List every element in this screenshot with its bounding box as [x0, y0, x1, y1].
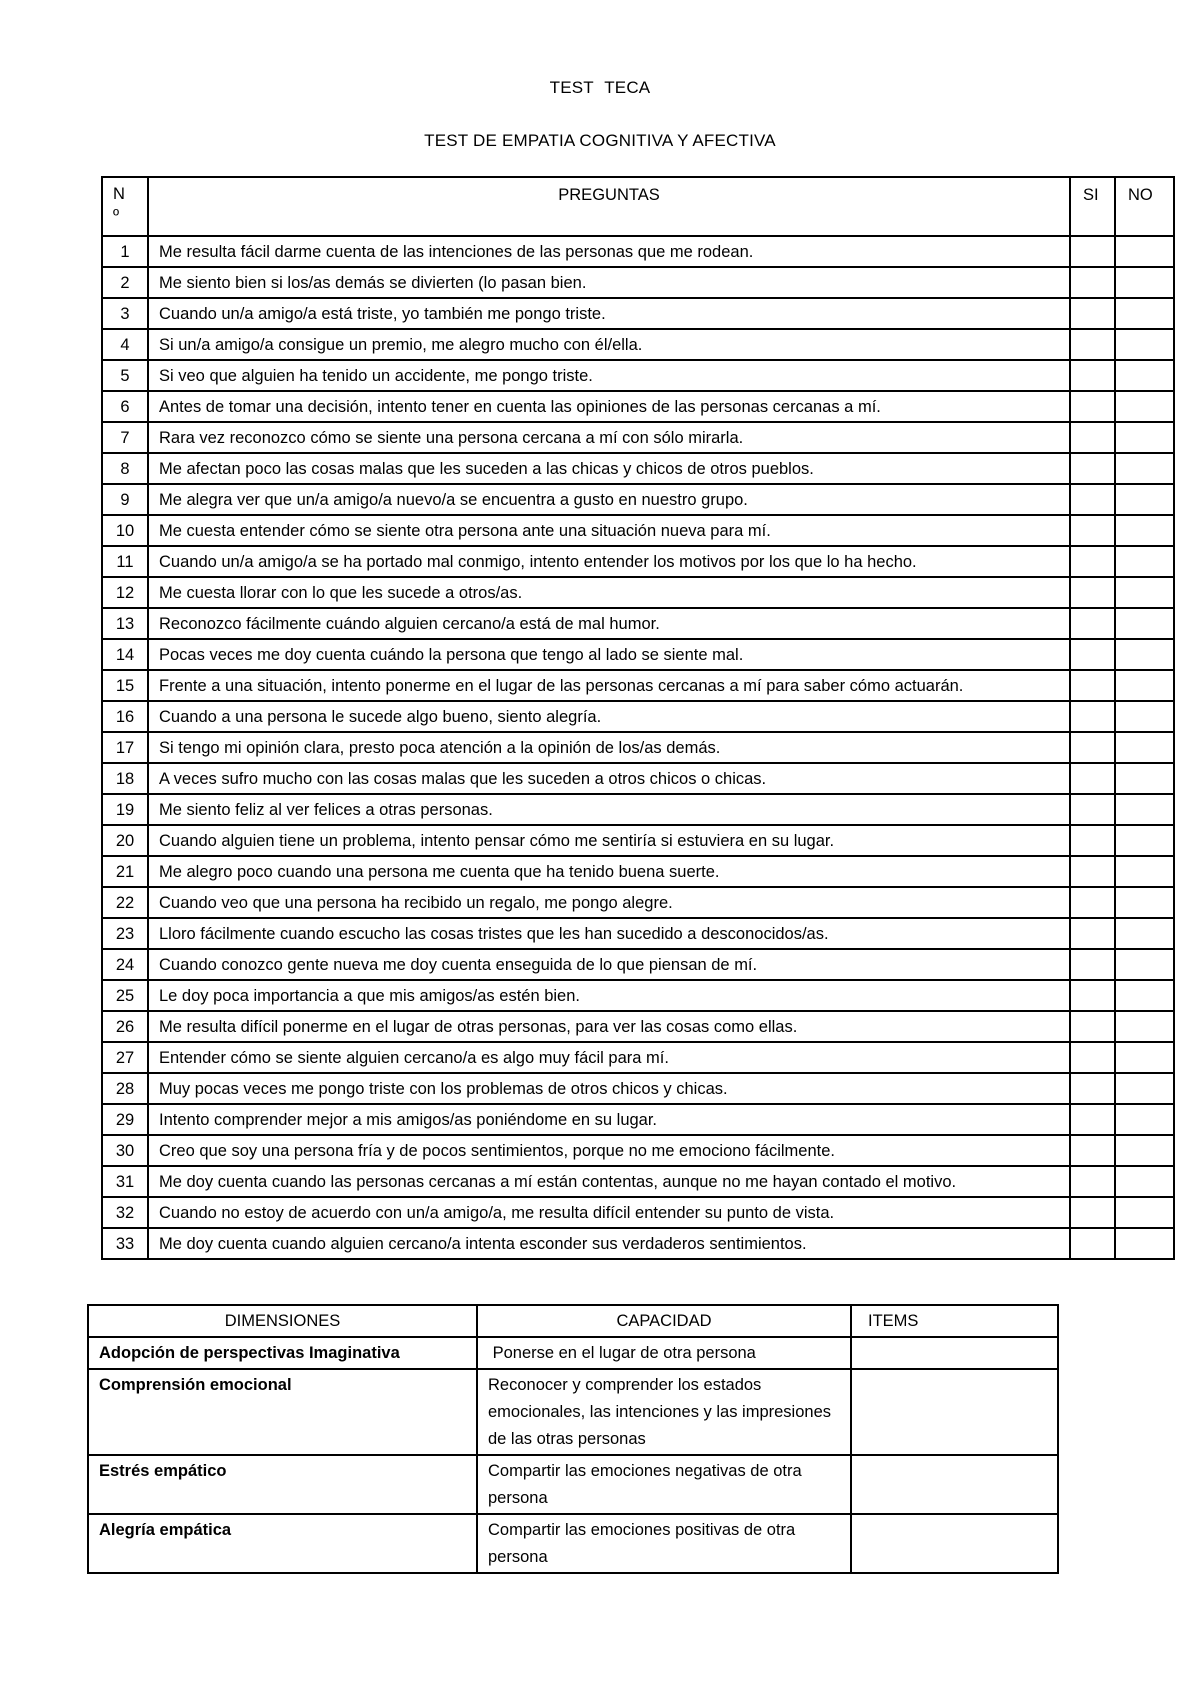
answer-no-cell[interactable] [1115, 918, 1174, 949]
dimensions-table [87, 1304, 1059, 1574]
question-text: Cuando un/a amigo/a está triste, yo también me pongo triste. [148, 298, 1070, 329]
dimension-items-cell[interactable] [851, 1514, 1058, 1573]
answer-si-cell[interactable] [1070, 856, 1115, 887]
question-text: Me resulta difícil ponerme en el lugar de otras personas, para ver las cosas como ellas. [148, 1011, 1070, 1042]
question-row [102, 1104, 1174, 1135]
answer-no-cell[interactable] [1115, 1197, 1174, 1228]
answer-si-cell[interactable] [1070, 1073, 1115, 1104]
dimension-items-cell[interactable] [851, 1337, 1058, 1369]
answer-no-cell[interactable] [1115, 484, 1174, 515]
answer-no-cell[interactable] [1115, 1228, 1174, 1259]
answer-no-cell[interactable] [1115, 608, 1174, 639]
question-number: 27 [102, 1042, 148, 1073]
question-number: 16 [102, 701, 148, 732]
answer-si-cell[interactable] [1070, 980, 1115, 1011]
answer-si-cell[interactable] [1070, 298, 1115, 329]
question-row [102, 980, 1174, 1011]
question-text: Me alegra ver que un/a amigo/a nuevo/a se encuentra a gusto en nuestro grupo. [148, 484, 1070, 515]
answer-si-cell[interactable] [1070, 267, 1115, 298]
dimension-row [88, 1455, 1058, 1514]
question-number: 13 [102, 608, 148, 639]
question-row [102, 1042, 1174, 1073]
question-number: 26 [102, 1011, 148, 1042]
column-header-items: ITEMS [851, 1305, 1058, 1337]
dimension-capacity: Reconocer y comprender los estados emocionales, las intenciones y las impresiones de las otras personas [477, 1369, 851, 1455]
answer-si-cell[interactable] [1070, 887, 1115, 918]
question-row [102, 1166, 1174, 1197]
answer-no-cell[interactable] [1115, 825, 1174, 856]
answer-si-cell[interactable] [1070, 236, 1115, 267]
answer-no-cell[interactable] [1115, 453, 1174, 484]
answer-no-cell[interactable] [1115, 329, 1174, 360]
question-text: Me doy cuenta cuando alguien cercano/a intenta esconder sus verdaderos sentimientos. [148, 1228, 1070, 1259]
question-number: 19 [102, 794, 148, 825]
answer-no-cell[interactable] [1115, 949, 1174, 980]
question-row [102, 701, 1174, 732]
answer-si-cell[interactable] [1070, 577, 1115, 608]
question-number: 12 [102, 577, 148, 608]
question-number: 15 [102, 670, 148, 701]
question-text: Me cuesta llorar con lo que les sucede a otros/as. [148, 577, 1070, 608]
column-header-no: NO [1115, 177, 1174, 236]
answer-no-cell[interactable] [1115, 732, 1174, 763]
question-row [102, 391, 1174, 422]
dimension-row [88, 1514, 1058, 1573]
column-header-capacity: CAPACIDAD [477, 1305, 851, 1337]
answer-no-cell[interactable] [1115, 670, 1174, 701]
questions-header-row [102, 177, 1174, 236]
question-text: A veces sufro mucho con las cosas malas que les suceden a otros chicos o chicas. [148, 763, 1070, 794]
question-row [102, 1197, 1174, 1228]
document-title: TEST TECA [549, 78, 651, 97]
question-text: Intento comprender mejor a mis amigos/as poniéndome en su lugar. [148, 1104, 1070, 1135]
question-text: Me siento bien si los/as demás se divierten (lo pasan bien. [148, 267, 1070, 298]
question-text: Creo que soy una persona fría y de pocos sentimientos, porque no me emociono fácilmente. [148, 1135, 1070, 1166]
answer-si-cell[interactable] [1070, 1011, 1115, 1042]
question-text: Me cuesta entender cómo se siente otra persona ante una situación nueva para mí. [148, 515, 1070, 546]
answer-si-cell[interactable] [1070, 1104, 1115, 1135]
question-number: 9 [102, 484, 148, 515]
question-text: Entender cómo se siente alguien cercano/a es algo muy fácil para mí. [148, 1042, 1070, 1073]
question-text: Reconozco fácilmente cuándo alguien cercano/a está de mal humor. [148, 608, 1070, 639]
question-row [102, 484, 1174, 515]
column-header-si: SI [1070, 177, 1115, 236]
answer-si-cell[interactable] [1070, 391, 1115, 422]
answer-si-cell[interactable] [1070, 701, 1115, 732]
answer-no-cell[interactable] [1115, 577, 1174, 608]
question-row [102, 1011, 1174, 1042]
question-number: 30 [102, 1135, 148, 1166]
question-row [102, 577, 1174, 608]
answer-si-cell[interactable] [1070, 918, 1115, 949]
question-number: 4 [102, 329, 148, 360]
answer-si-cell[interactable] [1070, 608, 1115, 639]
question-row [102, 639, 1174, 670]
answer-no-cell[interactable] [1115, 1073, 1174, 1104]
answer-no-cell[interactable] [1115, 1104, 1174, 1135]
question-row [102, 329, 1174, 360]
question-number: 24 [102, 949, 148, 980]
question-text: Me alegro poco cuando una persona me cuenta que ha tenido buena suerte. [148, 856, 1070, 887]
answer-si-cell[interactable] [1070, 484, 1115, 515]
column-header-questions: PREGUNTAS [148, 177, 1070, 236]
question-row [102, 422, 1174, 453]
answer-no-cell[interactable] [1115, 515, 1174, 546]
answer-no-cell[interactable] [1115, 856, 1174, 887]
question-number: 22 [102, 887, 148, 918]
question-number: 28 [102, 1073, 148, 1104]
answer-no-cell[interactable] [1115, 546, 1174, 577]
answer-si-cell[interactable] [1070, 670, 1115, 701]
dimension-name: Adopción de perspectivas Imaginativa [88, 1337, 477, 1369]
question-number: 25 [102, 980, 148, 1011]
question-row [102, 794, 1174, 825]
question-text: Cuando un/a amigo/a se ha portado mal conmigo, intento entender los motivos por los que lo ha hecho. [148, 546, 1070, 577]
answer-si-cell[interactable] [1070, 422, 1115, 453]
answer-no-cell[interactable] [1115, 1166, 1174, 1197]
question-number: 5 [102, 360, 148, 391]
answer-no-cell[interactable] [1115, 763, 1174, 794]
answer-si-cell[interactable] [1070, 453, 1115, 484]
question-row [102, 360, 1174, 391]
answer-no-cell[interactable] [1115, 794, 1174, 825]
question-number: 7 [102, 422, 148, 453]
question-text: Me afectan poco las cosas malas que les suceden a las chicas y chicos de otros pueblos. [148, 453, 1070, 484]
question-row [102, 1073, 1174, 1104]
dimension-row [88, 1369, 1058, 1455]
column-header-dimensions: DIMENSIONES [88, 1305, 477, 1337]
question-text: Si tengo mi opinión clara, presto poca atención a la opinión de los/as demás. [148, 732, 1070, 763]
question-number: 20 [102, 825, 148, 856]
question-row [102, 670, 1174, 701]
answer-si-cell[interactable] [1070, 329, 1115, 360]
answer-si-cell[interactable] [1070, 732, 1115, 763]
dimension-items-cell[interactable] [851, 1455, 1058, 1514]
answer-no-cell[interactable] [1115, 236, 1174, 267]
question-number: 33 [102, 1228, 148, 1259]
question-text: Si un/a amigo/a consigue un premio, me alegro mucho con él/ella. [148, 329, 1070, 360]
answer-no-cell[interactable] [1115, 298, 1174, 329]
question-text: Cuando a una persona le sucede algo bueno, siento alegría. [148, 701, 1070, 732]
answer-si-cell[interactable] [1070, 949, 1115, 980]
question-row [102, 949, 1174, 980]
dimension-capacity: Ponerse en el lugar de otra persona [477, 1337, 851, 1369]
question-text: Me doy cuenta cuando las personas cercanas a mí están contentas, aunque no me hayan contado el motivo. [148, 1166, 1070, 1197]
question-number: 1 [102, 236, 148, 267]
answer-si-cell[interactable] [1070, 360, 1115, 391]
question-number: 8 [102, 453, 148, 484]
answer-no-cell[interactable] [1115, 267, 1174, 298]
answer-si-cell[interactable] [1070, 1135, 1115, 1166]
question-number: 2 [102, 267, 148, 298]
question-number: 18 [102, 763, 148, 794]
answer-si-cell[interactable] [1070, 1042, 1115, 1073]
question-number: 14 [102, 639, 148, 670]
question-text: Frente a una situación, intento ponerme en el lugar de las personas cercanas a mí para saber cómo actuarán. [148, 670, 1070, 701]
answer-no-cell[interactable] [1115, 422, 1174, 453]
dimension-capacity: Compartir las emociones negativas de otra persona [477, 1455, 851, 1514]
question-text: Lloro fácilmente cuando escucho las cosas tristes que les han sucedido a desconocidos/as. [148, 918, 1070, 949]
question-text: Cuando alguien tiene un problema, intento pensar cómo me sentiría si estuviera en su lugar. [148, 825, 1070, 856]
answer-no-cell[interactable] [1115, 1011, 1174, 1042]
dimensions-header-row [88, 1305, 1058, 1337]
answer-no-cell[interactable] [1115, 887, 1174, 918]
question-text: Muy pocas veces me pongo triste con los problemas de otros chicos y chicas. [148, 1073, 1070, 1104]
question-text: Cuando no estoy de acuerdo con un/a amigo/a, me resulta difícil entender su punto de vista. [148, 1197, 1070, 1228]
question-row [102, 1135, 1174, 1166]
answer-no-cell[interactable] [1115, 639, 1174, 670]
question-text: Cuando veo que una persona ha recibido un regalo, me pongo alegre. [148, 887, 1070, 918]
answer-no-cell[interactable] [1115, 1135, 1174, 1166]
question-row [102, 298, 1174, 329]
dimension-name: Comprensión emocional [88, 1369, 477, 1455]
dimension-row [88, 1337, 1058, 1369]
question-row [102, 825, 1174, 856]
question-row [102, 918, 1174, 949]
question-text: Antes de tomar una decisión, intento tener en cuenta las opiniones de las personas cercanas a mí. [148, 391, 1070, 422]
question-row [102, 763, 1174, 794]
question-row [102, 453, 1174, 484]
question-number: 21 [102, 856, 148, 887]
question-text: Le doy poca importancia a que mis amigos/as estén bien. [148, 980, 1070, 1011]
dimension-name: Estrés empático [88, 1455, 477, 1514]
question-number: 17 [102, 732, 148, 763]
question-row [102, 856, 1174, 887]
answer-si-cell[interactable] [1070, 1228, 1115, 1259]
question-number: 23 [102, 918, 148, 949]
question-text: Me resulta fácil darme cuenta de las intenciones de las personas que me rodean. [148, 236, 1070, 267]
answer-si-cell[interactable] [1070, 1166, 1115, 1197]
question-row [102, 1228, 1174, 1259]
question-text: Cuando conozco gente nueva me doy cuenta enseguida de lo que piensan de mí. [148, 949, 1070, 980]
question-number: 11 [102, 546, 148, 577]
dimension-capacity: Compartir las emociones positivas de otra persona [477, 1514, 851, 1573]
answer-si-cell[interactable] [1070, 515, 1115, 546]
questions-table [101, 176, 1175, 1260]
answer-si-cell[interactable] [1070, 794, 1115, 825]
answer-si-cell[interactable] [1070, 1197, 1115, 1228]
answer-no-cell[interactable] [1115, 1042, 1174, 1073]
answer-si-cell[interactable] [1070, 763, 1115, 794]
answer-si-cell[interactable] [1070, 825, 1115, 856]
document-subtitle: TEST DE EMPATIA COGNITIVA Y AFECTIVA [424, 131, 776, 150]
answer-no-cell[interactable] [1115, 360, 1174, 391]
dimension-name: Alegría empática [88, 1514, 477, 1573]
question-text: Rara vez reconozco cómo se siente una persona cercana a mí con sólo mirarla. [148, 422, 1070, 453]
question-number: 29 [102, 1104, 148, 1135]
column-header-number-label: Nº [113, 185, 125, 225]
question-row [102, 236, 1174, 267]
question-row [102, 267, 1174, 298]
question-row [102, 732, 1174, 763]
answer-no-cell[interactable] [1115, 701, 1174, 732]
question-row [102, 546, 1174, 577]
question-text: Si veo que alguien ha tenido un accidente, me pongo triste. [148, 360, 1070, 391]
question-number: 31 [102, 1166, 148, 1197]
answer-si-cell[interactable] [1070, 639, 1115, 670]
column-header-number [102, 177, 148, 236]
question-row [102, 887, 1174, 918]
question-number: 32 [102, 1197, 148, 1228]
question-text: Pocas veces me doy cuenta cuándo la persona que tengo al lado se siente mal. [148, 639, 1070, 670]
question-text: Me siento feliz al ver felices a otras personas. [148, 794, 1070, 825]
answer-si-cell[interactable] [1070, 546, 1115, 577]
question-row [102, 608, 1174, 639]
question-number: 10 [102, 515, 148, 546]
question-row [102, 515, 1174, 546]
answer-no-cell[interactable] [1115, 980, 1174, 1011]
answer-no-cell[interactable] [1115, 391, 1174, 422]
question-number: 6 [102, 391, 148, 422]
question-number: 3 [102, 298, 148, 329]
dimension-items-cell[interactable] [851, 1369, 1058, 1455]
